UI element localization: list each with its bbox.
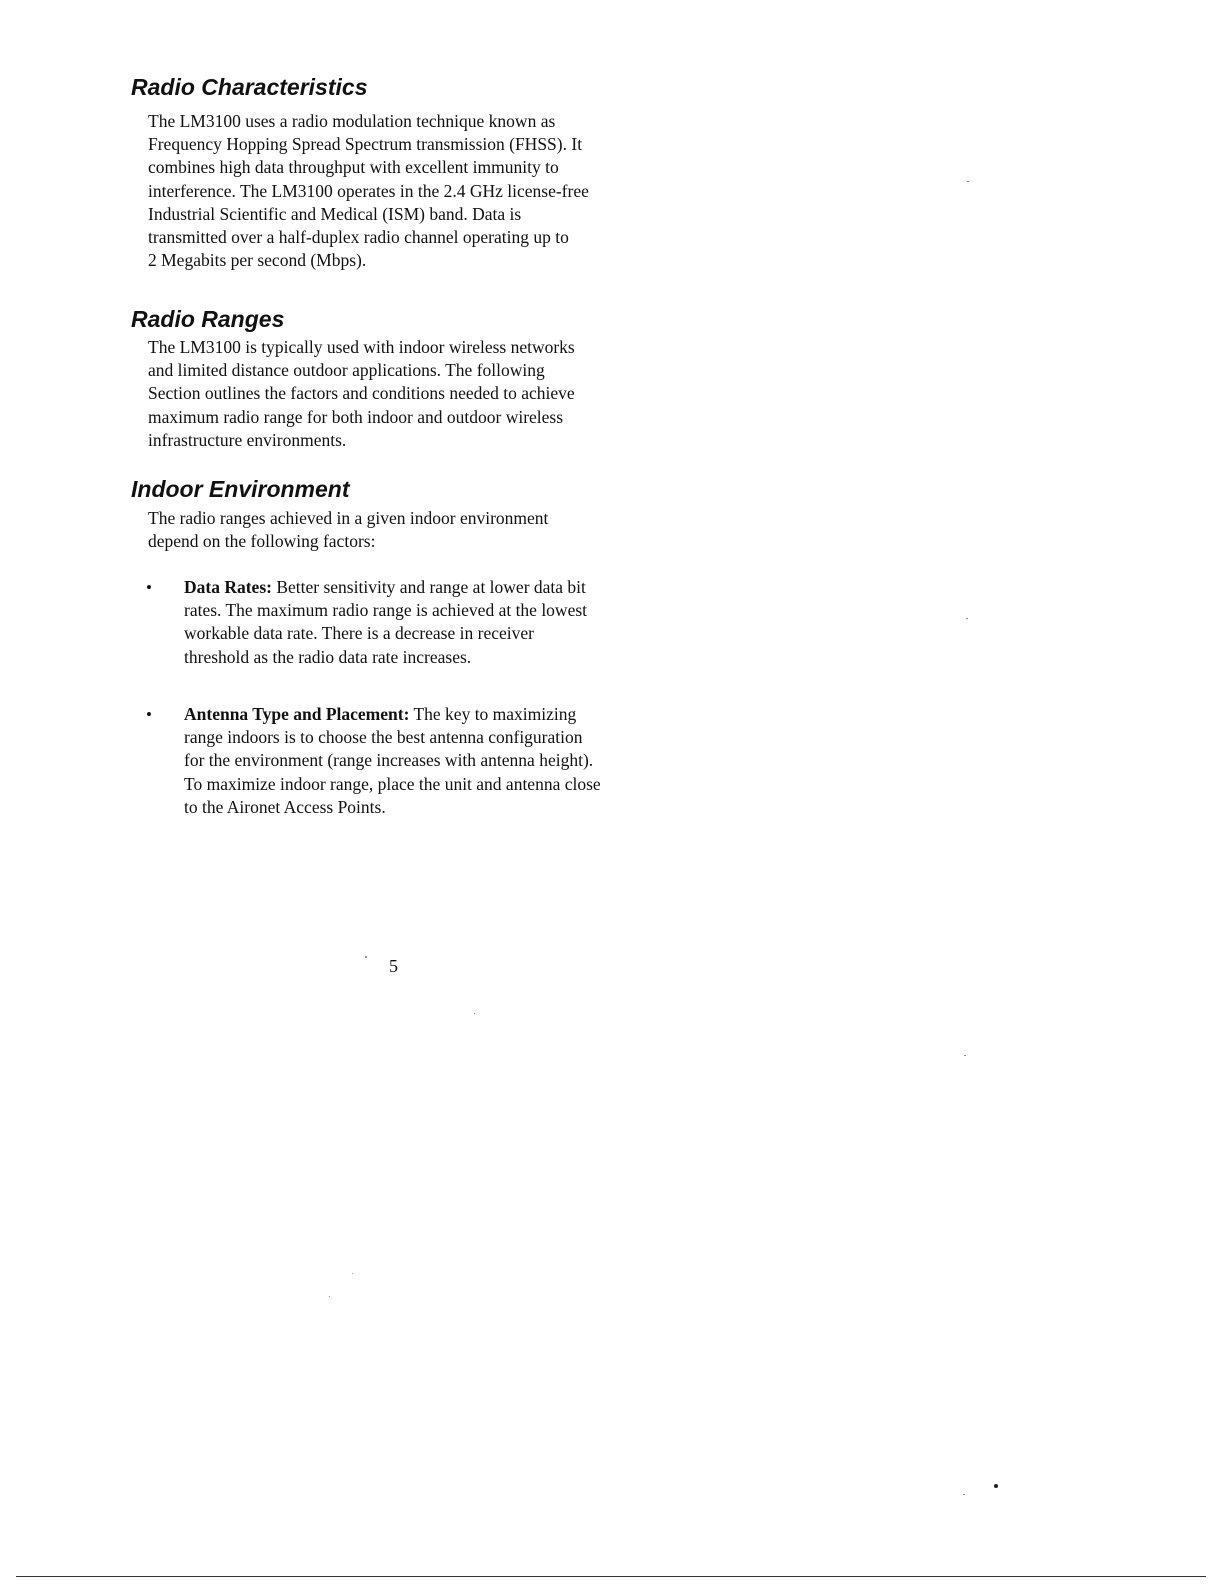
paragraph-radio-ranges <box>148 336 575 452</box>
text-line: workable data rate. There is a decrease in receiver <box>184 623 534 644</box>
text-line: Section outlines the factors and conditions needed to achieve <box>148 383 575 404</box>
text-line: transmitted over a half-duplex radio channel operating up to <box>148 227 569 248</box>
scan-speck <box>365 956 367 958</box>
text-line: to the Aironet Access Points. <box>184 796 386 817</box>
text-line: combines high data throughput with excellent immunity to <box>148 157 559 178</box>
text-line: threshold as the radio data rate increases. <box>184 646 472 667</box>
text-line: rates. The maximum radio range is achieved at the lowest <box>184 600 588 621</box>
scan-speck <box>994 1484 998 1488</box>
text-line: interference. The LM3100 operates in the 2.4 GHz license-free <box>148 180 589 201</box>
heading-radio-ranges: Radio Ranges <box>131 306 285 332</box>
scan-speck <box>966 618 968 619</box>
paragraph-indoor-environment <box>148 507 548 553</box>
text-line: To maximize indoor range, place the unit and antenna close <box>184 773 601 794</box>
heading-indoor-environment: Indoor Environment <box>131 476 350 502</box>
text-line: The LM3100 uses a radio modulation technique known as <box>148 111 556 131</box>
text-line: The radio ranges achieved in a given indoor environment <box>148 508 549 528</box>
paragraph-radio-characteristics <box>148 110 589 272</box>
scan-speck <box>329 1296 330 1297</box>
bullet-first-text: The key to maximizing <box>409 704 577 724</box>
scan-speck <box>474 1013 475 1014</box>
text-line: for the environment (range increases with antenna height). <box>184 750 594 771</box>
heading-radio-characteristics: Radio Characteristics <box>131 74 368 100</box>
bullet-item-antenna-type <box>146 703 601 819</box>
text-line: The LM3100 is typically used with indoor wireless networks <box>148 337 575 357</box>
scan-speck <box>963 1494 965 1495</box>
text-line: depend on the following factors: <box>148 531 376 552</box>
text-line: 2 Megabits per second (Mbps). <box>148 250 367 271</box>
bullet-item-data-rates <box>146 576 588 669</box>
scan-speck <box>964 1055 966 1056</box>
bullet-first-line <box>184 576 587 599</box>
scan-speck <box>352 1273 353 1274</box>
text-line: Frequency Hopping Spread Spectrum transmission (FHSS). It <box>148 134 583 155</box>
text-line: maximum radio range for both indoor and outdoor wireless <box>148 406 564 427</box>
bullet-first-text: Better sensitivity and range at lower data bit <box>271 577 586 597</box>
scan-speck <box>967 181 969 182</box>
bullet-icon: • <box>146 578 152 597</box>
page-number: 5 <box>389 956 398 976</box>
text-line: infrastructure environments. <box>148 429 347 450</box>
bottom-scan-edge <box>16 1576 1206 1577</box>
text-line: range indoors is to choose the best antenna configuration <box>184 727 583 748</box>
bullet-icon: • <box>146 705 152 724</box>
bullet-term: Antenna Type and Placement: <box>184 704 410 724</box>
bullet-first-line <box>184 703 601 726</box>
text-line: and limited distance outdoor applications. The following <box>148 360 545 381</box>
bullet-term: Data Rates: <box>184 577 272 597</box>
text-line: Industrial Scientific and Medical (ISM) band. Data is <box>148 203 522 224</box>
